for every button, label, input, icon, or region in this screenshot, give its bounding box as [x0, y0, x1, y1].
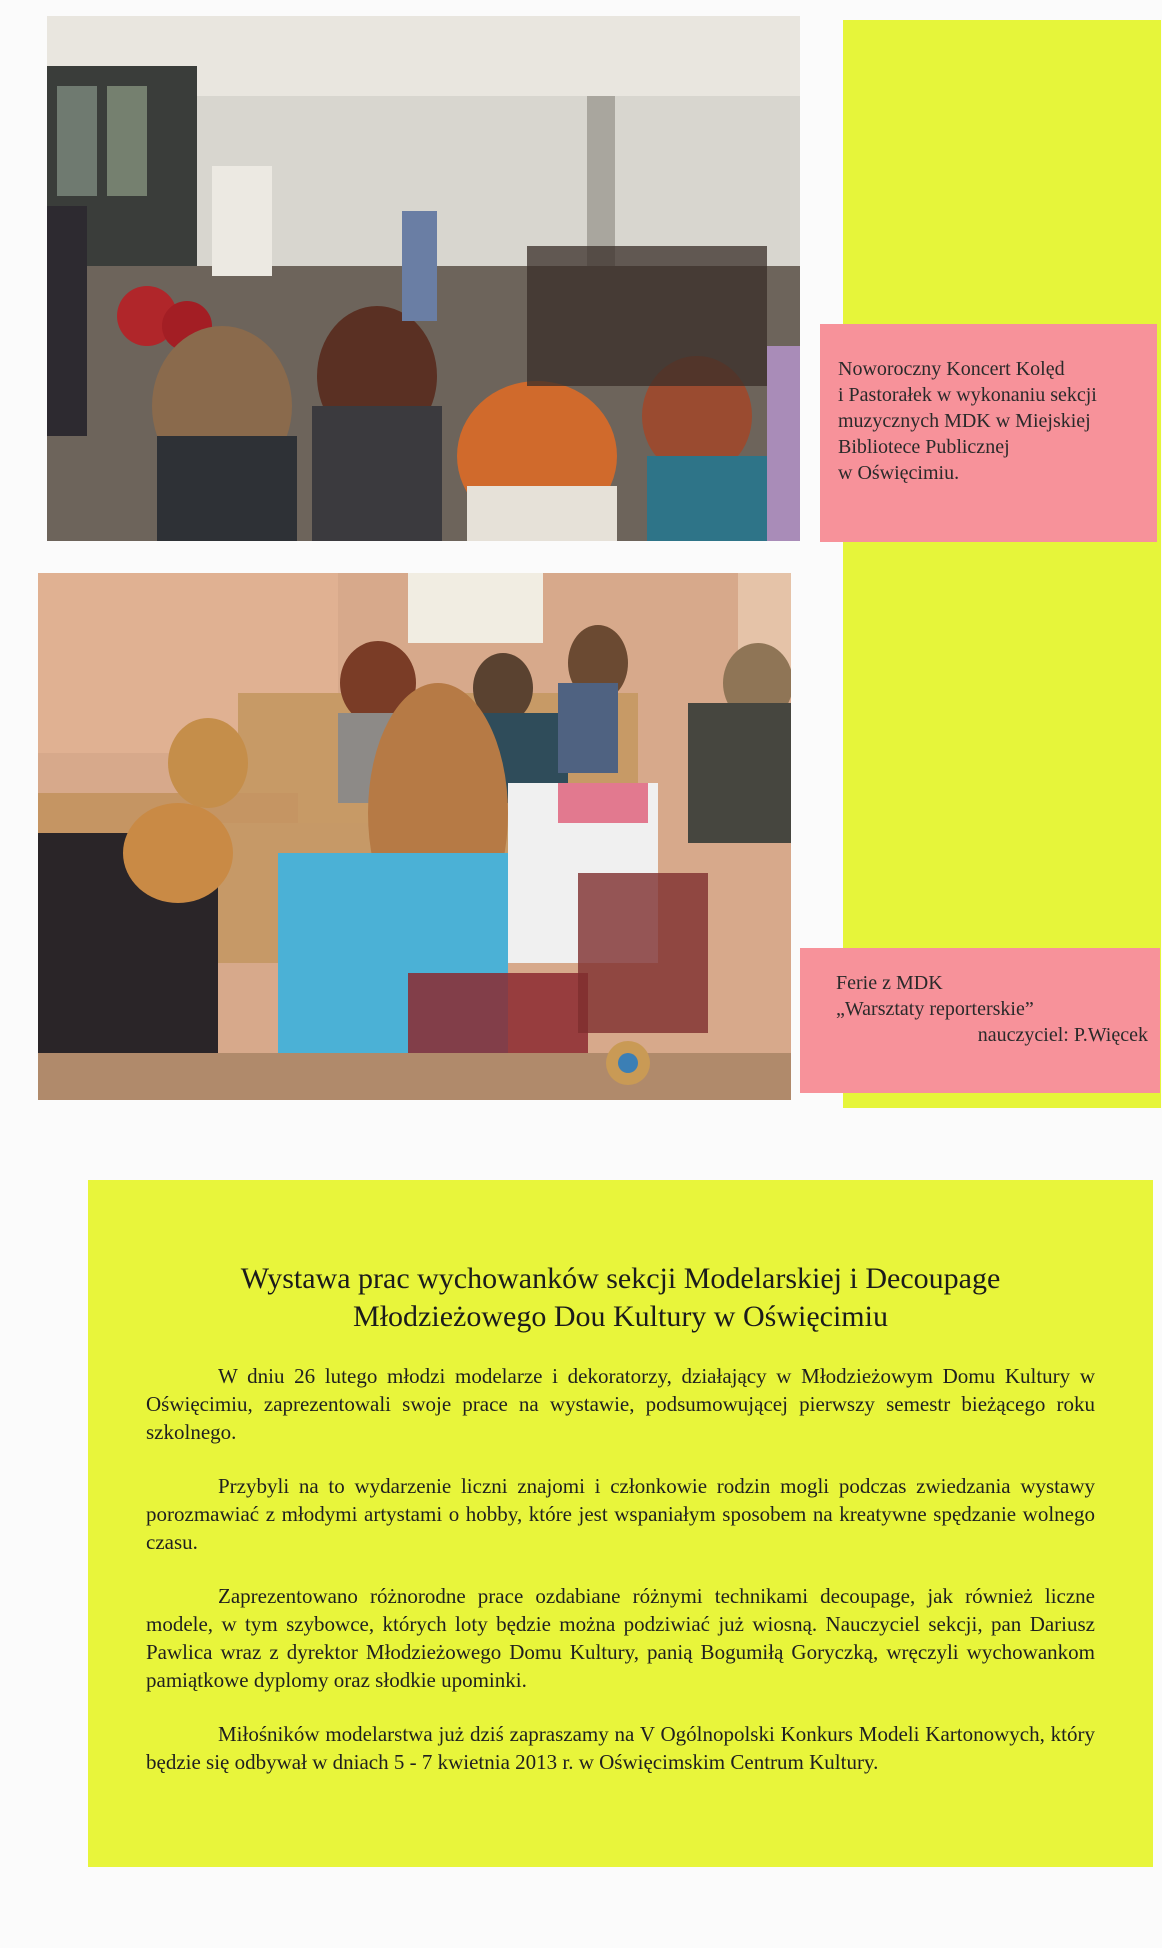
article-paragraph: Przybyli na to wydarzenie liczni znajomi i członkowie rodzin mogli podczas zwiedzania wystawy porozmawiać z młodymi artystami o hobby, które jest wspaniałym sposobem na kreatywne spędzanie wolnego czasu. [146, 1474, 1095, 1554]
exhibition-article [88, 1180, 1153, 1867]
article-title [146, 1260, 1095, 1336]
caption-line: muzycznych MDK w Miejskiej [838, 410, 1091, 432]
caption-teacher: nauczyciel: P.Więcek [977, 1024, 1148, 1046]
caption-line: w Oświęcimiu. [838, 462, 960, 484]
yellow-side-panel [843, 20, 1161, 1108]
article-paragraph: Miłośników modelarstwa już dziś zapraszamy na V Ogólnopolski Konkurs Modeli Kartonowych, który będzie się odbywał w dniach 5 - 7 kwietnia 2013 r. w Oświęcimskim Centrum Kultury. [146, 1722, 1095, 1774]
caption-line: Noworoczny Koncert Kolęd [838, 358, 1065, 380]
concert-caption [820, 324, 1157, 542]
caption-line: „Warsztaty reporterskie” [836, 998, 1034, 1020]
article-title-line: Wystawa prac wychowanków sekcji Modelarskiej i Decoupage [240, 1262, 1001, 1295]
article-paragraph: Zaprezentowano różnorodne prace ozdabiane różnymi technikami decoupage, jak również liczne modele, w tym szybowce, których loty będzie można podziwiać już wiosną. Nauczyciel sekcji, pan Dariusz Pawlica wraz z dyrektor Młodzieżowego Domu Kultury, panią Bogumiłą Goryczką, wręczyli wychowankom pamiątkowe dyplomy oraz słodkie upominki. [146, 1584, 1095, 1692]
concert-photo [47, 16, 800, 541]
caption-line: i Pastorałek w wykonaniu sekcji [838, 384, 1097, 406]
workshop-caption [800, 948, 1160, 1093]
caption-line: Ferie z MDK [836, 972, 943, 994]
article-title-line: Młodzieżowego Dou Kultury w Oświęcimiu [353, 1300, 888, 1333]
caption-line: Bibliotece Publicznej [838, 436, 1010, 458]
workshop-photo [38, 573, 791, 1100]
article-paragraph: W dniu 26 lutego młodzi modelarze i dekoratorzy, działający w Młodzieżowym Domu Kultury w Oświęcimiu, zaprezentowali swoje prace na wystawie, podsumowującej pierwszy semestr bieżącego roku szkolnego. [146, 1364, 1095, 1444]
